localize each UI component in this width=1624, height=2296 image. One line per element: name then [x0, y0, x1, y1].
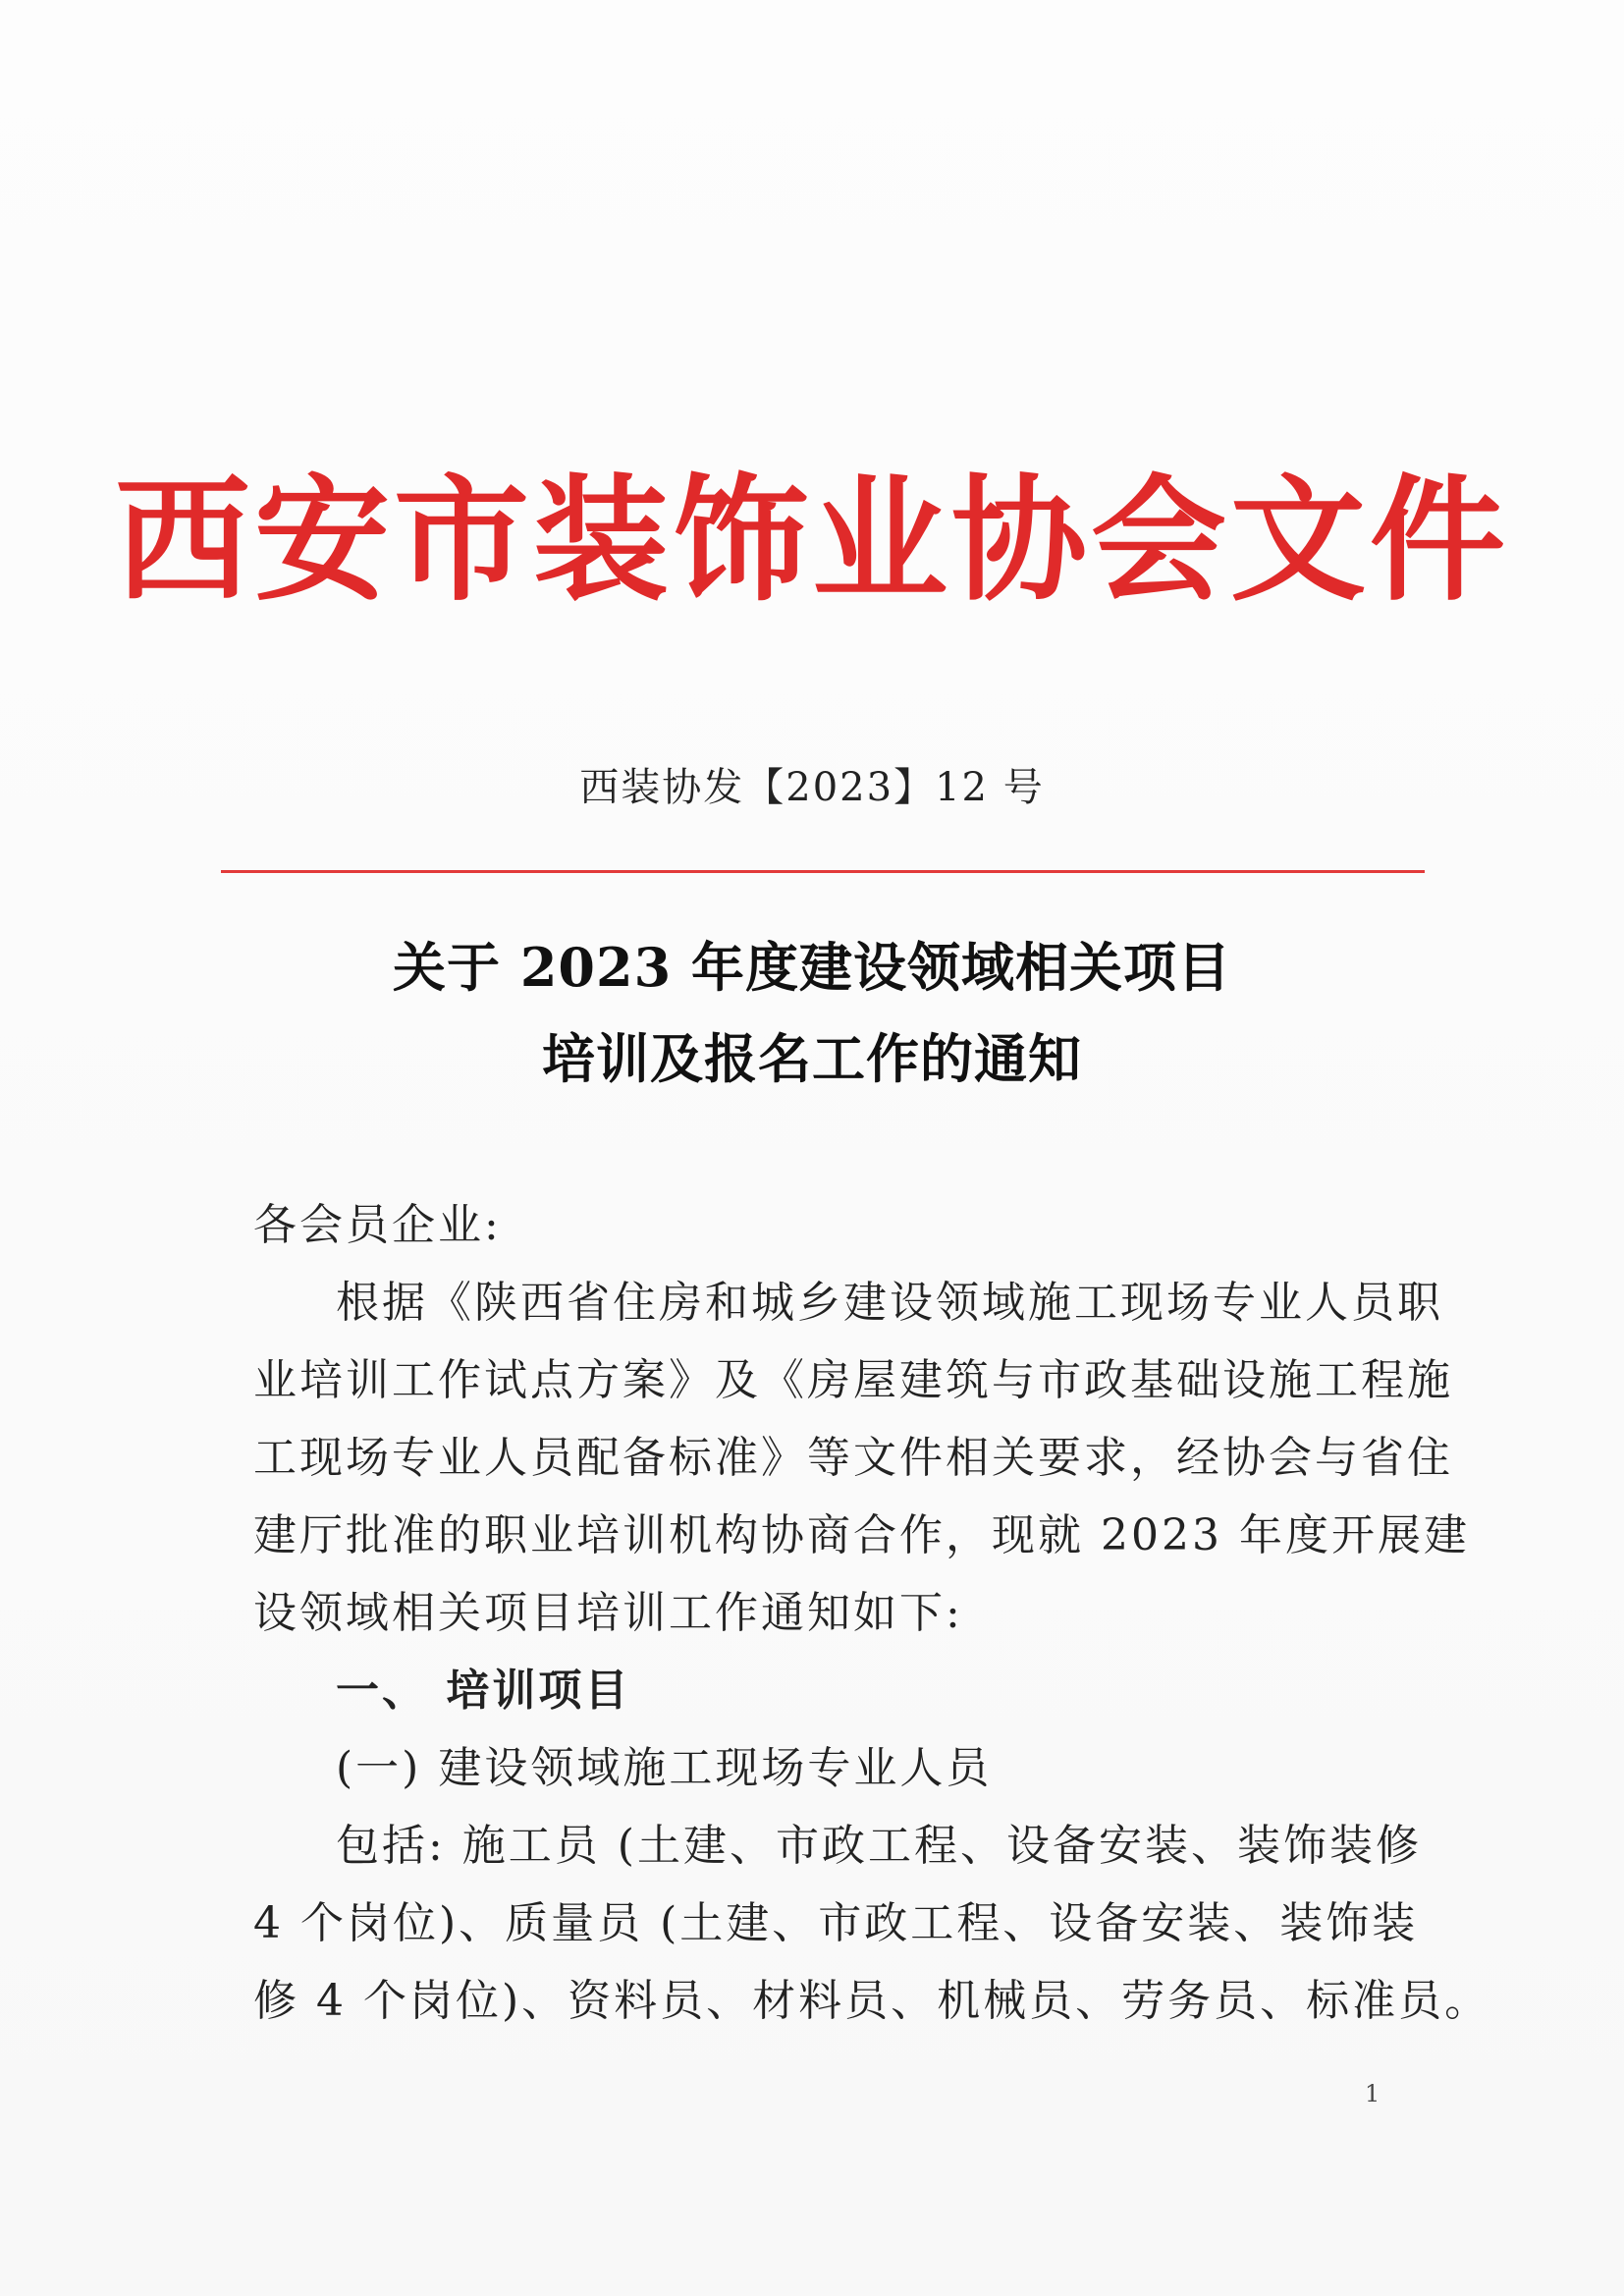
red-divider-line: [221, 870, 1425, 873]
subsection-heading-site-personnel: (一) 建设领域施工现场专业人员: [336, 1743, 993, 1793]
paragraph-1-line-3: 工现场专业人员配备标准》等文件相关要求，经协会与省住: [253, 1433, 1453, 1483]
document-number: 西装协发【2023】12 号: [579, 765, 1045, 810]
organization-header-title: 西安市装饰业协会文件: [114, 460, 1509, 620]
paragraph-1-line-2: 业培训工作试点方案》及《房屋建筑与市政基础设施工程施: [253, 1355, 1453, 1405]
paragraph-1-line-5: 设领域相关项目培训工作通知如下:: [253, 1588, 963, 1638]
paragraph-2-line-1: 包括: 施工员 (土建、市政工程、设备安装、装饰装修: [336, 1821, 1422, 1871]
notice-title-line-2: 培训及报名工作的通知: [542, 1027, 1082, 1090]
section-heading-training-items: 一、 培训项目: [336, 1666, 631, 1716]
paragraph-1-line-1: 根据《陕西省住房和城乡建设领域施工现场专业人员职: [336, 1278, 1443, 1328]
paragraph-2-line-3: 修 4 个岗位)、资料员、材料员、机械员、劳务员、标准员。: [253, 1976, 1491, 2026]
paragraph-2-line-2: 4 个岗位)、质量员 (土建、市政工程、设备安装、装饰装: [253, 1898, 1419, 1948]
paragraph-1-line-4: 建厅批准的职业培训机构协商合作，现就 2023 年度开展建: [253, 1510, 1470, 1560]
page-number: 1: [1365, 2080, 1380, 2107]
salutation: 各会员企业:: [253, 1200, 502, 1250]
notice-title-line-1: 关于 2023 年度建设领域相关项目: [393, 936, 1231, 999]
